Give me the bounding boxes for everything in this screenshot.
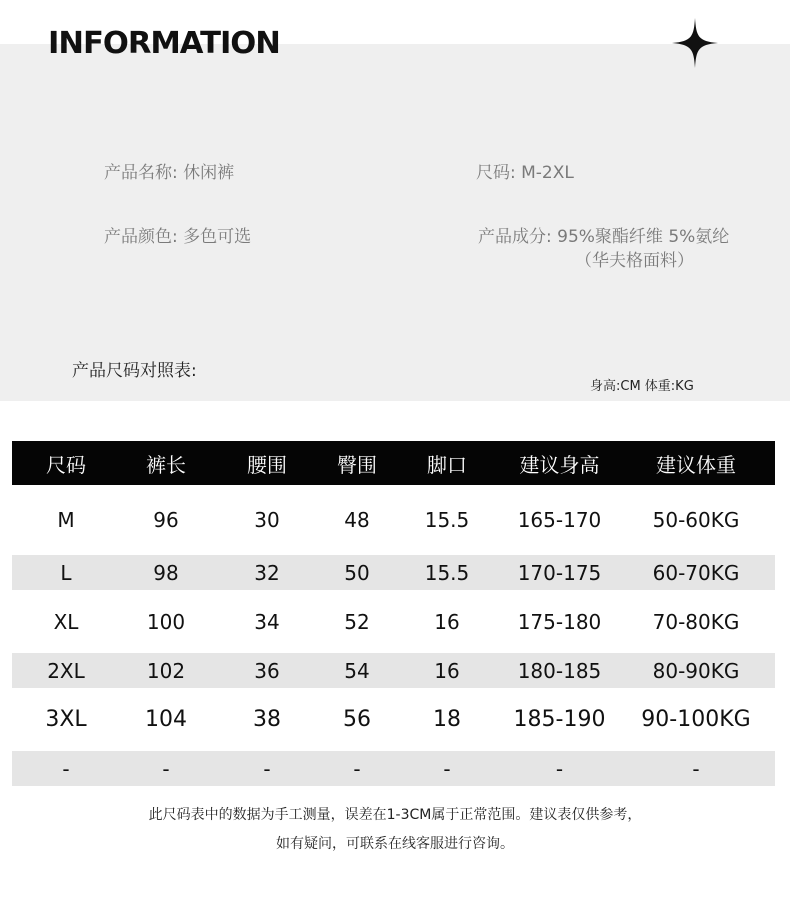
cell-size: L xyxy=(60,560,72,585)
column-header-size: 尺码 xyxy=(46,452,86,477)
cell-waist: 38 xyxy=(253,707,281,732)
cell-height: 170-175 xyxy=(517,560,602,585)
product-color: 产品颜色: 多色可选 xyxy=(104,227,252,247)
cell-length: 96 xyxy=(153,508,179,532)
cell-height: 180-185 xyxy=(517,658,602,683)
cell-leg-opening: 18 xyxy=(433,707,461,732)
cell-height: - xyxy=(555,756,564,781)
column-header-hip: 臀围 xyxy=(337,452,377,477)
cell-weight: 70-80KG xyxy=(652,609,740,634)
cell-weight: 60-70KG xyxy=(652,560,740,585)
size-chart-heading: 产品尺码对照表: xyxy=(72,361,197,381)
cell-waist: 32 xyxy=(254,560,280,585)
cell-height: 165-170 xyxy=(517,508,602,532)
column-header-leg-opening: 脚口 xyxy=(427,452,467,477)
info-panel xyxy=(0,44,790,401)
cell-length: 98 xyxy=(153,560,179,585)
cell-hip: 50 xyxy=(344,560,370,585)
table-row xyxy=(12,688,775,751)
column-header-weight: 建议体重 xyxy=(656,452,736,477)
cell-waist: 34 xyxy=(254,609,280,634)
cell-waist: - xyxy=(263,756,271,781)
table-row xyxy=(12,590,775,653)
cell-waist: 30 xyxy=(254,508,280,532)
cell-height: 175-180 xyxy=(517,609,602,634)
cell-hip: 52 xyxy=(344,609,370,634)
column-header-length: 裤长 xyxy=(146,452,186,477)
page-title: INFORMATION xyxy=(48,26,280,61)
cell-hip: 56 xyxy=(343,707,371,732)
cell-weight: 90-100KG xyxy=(641,707,751,732)
product-composition: 产品成分: 95%聚酯纤维 5%氨纶 xyxy=(478,227,730,247)
product-size-range: 尺码: M-2XL xyxy=(476,163,574,183)
cell-hip: - xyxy=(353,756,361,781)
table-row xyxy=(12,485,775,555)
cell-leg-opening: 15.5 xyxy=(424,508,470,532)
cell-size: M xyxy=(57,508,75,532)
cell-size: - xyxy=(62,756,70,781)
cell-length: 100 xyxy=(146,609,186,634)
cell-leg-opening: 16 xyxy=(434,658,460,683)
cell-length: 102 xyxy=(146,658,186,683)
size-table xyxy=(12,441,775,786)
cell-size: 2XL xyxy=(47,658,85,683)
column-header-height: 建议身高 xyxy=(519,452,600,477)
cell-hip: 54 xyxy=(344,658,370,683)
cell-leg-opening: - xyxy=(443,756,451,781)
product-composition-fabric: （华夫格面料） xyxy=(575,251,694,271)
cell-waist: 36 xyxy=(254,658,280,683)
cell-weight: 50-60KG xyxy=(652,508,740,532)
cell-leg-opening: 15.5 xyxy=(424,560,470,585)
cell-leg-opening: 16 xyxy=(434,609,460,634)
table-row xyxy=(12,555,775,590)
cell-height: 185-190 xyxy=(513,707,606,732)
disclaimer-line-2: 如有疑问，可联系在线客服进行咨询。 xyxy=(276,836,514,852)
cell-length: 104 xyxy=(145,707,187,732)
cell-hip: 48 xyxy=(344,508,370,532)
cell-weight: 80-90KG xyxy=(652,658,740,683)
cell-size: XL xyxy=(53,609,79,634)
cell-weight: - xyxy=(692,756,700,781)
table-header xyxy=(12,441,775,485)
cell-length: - xyxy=(162,756,170,781)
cell-size: 3XL xyxy=(45,707,87,732)
unit-note: 身高:CM 体重:KG xyxy=(590,379,694,394)
product-name: 产品名称: 休闲裤 xyxy=(104,163,235,183)
disclaimer-line-1: 此尺码表中的数据为手工测量，误差在1-3CM属于正常范围。建议表仅供参考， xyxy=(148,807,642,823)
table-row xyxy=(12,653,775,688)
sparkle-star-icon xyxy=(672,18,718,68)
column-header-waist: 腰围 xyxy=(247,452,287,477)
table-row xyxy=(12,751,775,786)
